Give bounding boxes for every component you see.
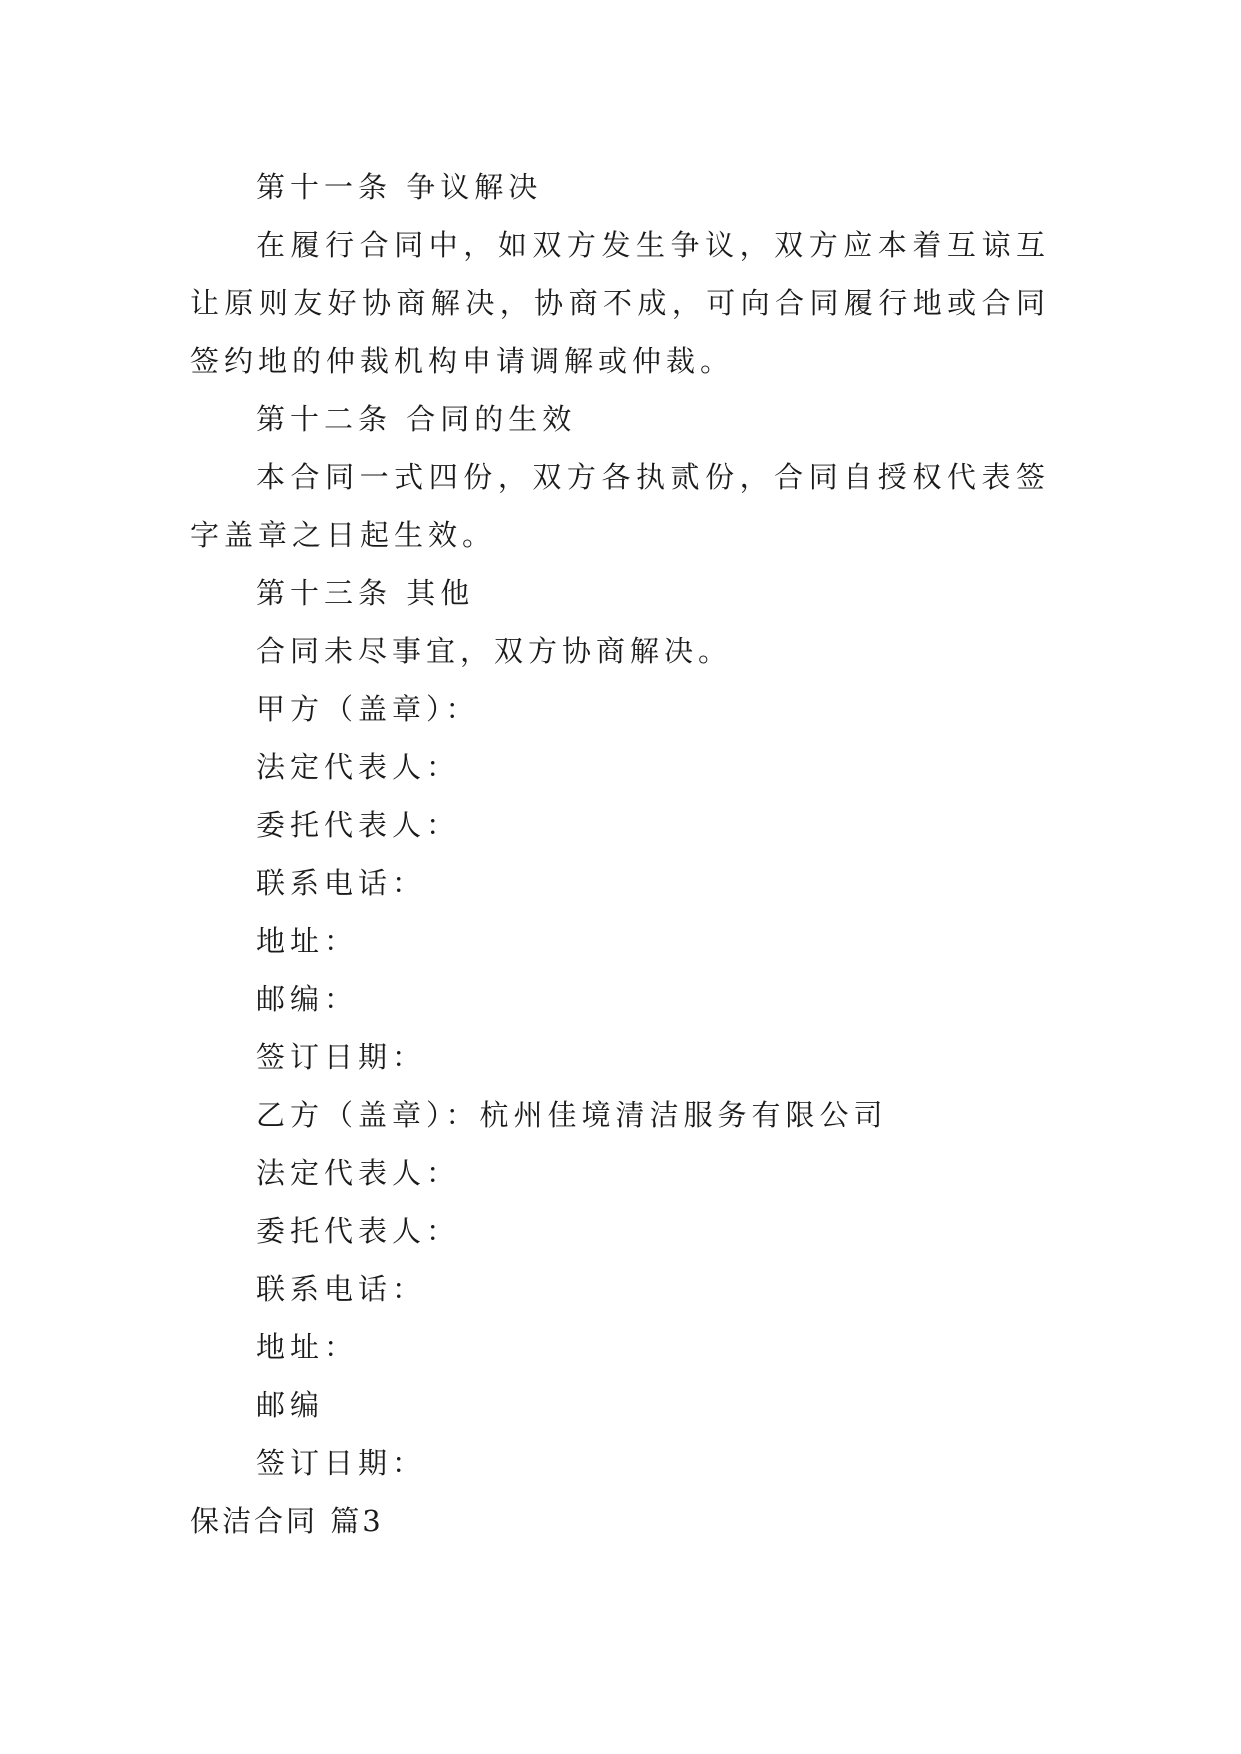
article-12-body: 本合同一式四份，双方各执贰份，合同自授权代表签字盖章之日起生效。 <box>190 460 1050 552</box>
next-section-title: 保洁合同 篇3 <box>190 1504 384 1538</box>
party-a-authorized-rep: 委托代表人： <box>256 808 461 842</box>
article-11-heading: 第十一条 争议解决 <box>256 170 543 204</box>
article-13-heading: 第十三条 其他 <box>256 576 475 610</box>
party-a-legal-rep: 法定代表人： <box>256 750 461 784</box>
party-a-sign-date: 签订日期： <box>256 1040 427 1074</box>
party-b-authorized-rep: 委托代表人： <box>256 1214 461 1248</box>
party-a-postcode: 邮编： <box>256 982 359 1016</box>
party-b-sign-date: 签订日期： <box>256 1446 427 1480</box>
article-12-heading: 第十二条 合同的生效 <box>256 402 577 436</box>
party-b-seal: 乙方（盖章）：杭州佳境清洁服务有限公司 <box>256 1098 888 1132</box>
party-a-phone: 联系电话： <box>256 866 427 900</box>
party-b-postcode: 邮编 <box>256 1388 325 1422</box>
article-13-body: 合同未尽事宜，双方协商解决。 <box>256 634 733 668</box>
party-a-address: 地址： <box>256 924 359 958</box>
party-b-phone: 联系电话： <box>256 1272 427 1306</box>
contract-body <box>190 158 1050 1492</box>
party-b-legal-rep: 法定代表人： <box>256 1156 461 1190</box>
party-b-address: 地址： <box>256 1330 359 1364</box>
party-a-seal: 甲方（盖章）： <box>256 692 480 726</box>
article-11-body: 在履行合同中，如双方发生争议，双方应本着互谅互让原则友好协商解决，协商不成，可向合同履行地或合同签约地的仲裁机构申请调解或仲裁。 <box>190 228 1050 378</box>
